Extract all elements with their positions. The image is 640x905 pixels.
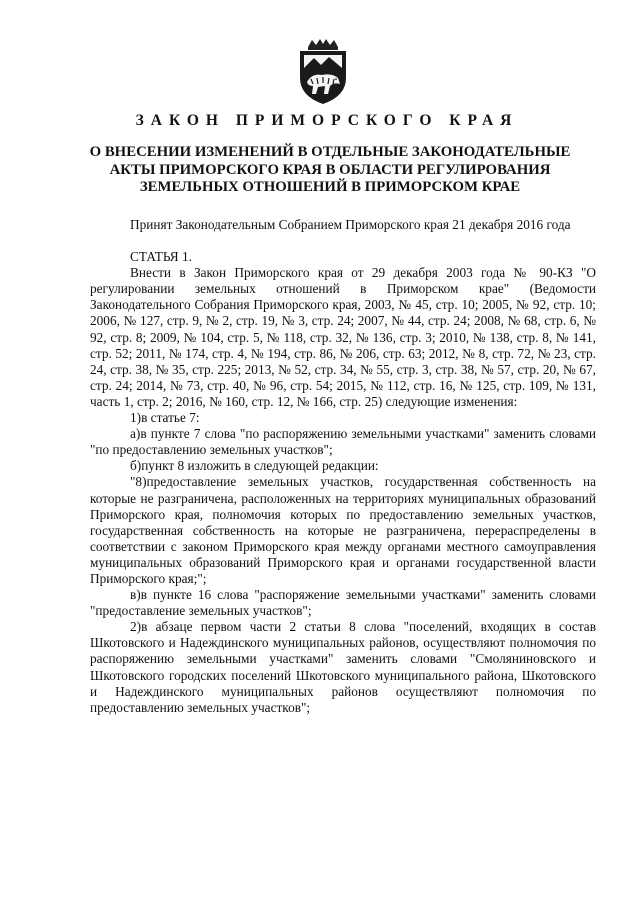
paragraph: "8)предоставление земельных участков, государственная собственность на которые не разграничена, расположенных на территориях муниципальных образований Приморского края, полномочия которых по предоставлению земельных участков, государственная собственность на которые не разграничена, перераспределены в соответствии с законом Приморского края между органами местного самоуправления муниципальных образований Приморского края и органами государственной власти Приморского края;"; bbox=[90, 474, 596, 586]
paragraph: 2)в абзаце первом части 2 статьи 8 слова "поселений, входящих в состав Шкотовского и Надеждинского муниципальных районов, осуществляют полномочия по распоряжению земельными участками" заменить словами "Смоляниновского и Шкотовского городских поселений Шкотовского муниципального района, Шкотовского и Надеждинского муниципальных районов осуществляют полномочия по предоставлению земельных участков"; bbox=[90, 619, 596, 715]
paragraph: Внести в Закон Приморского края от 29 декабря 2003 года № 90-КЗ "О регулировании земельных отношений в Приморском крае" (Ведомости Законодательного Собрания Приморского края, 2003, № 45, стр. 10; 2005, № 92, стр. 10; 2006, № 127, стр. 9, № 2, стр. 19, № 3, стр. 24; 2007, № 44, стр. 24; 2008, № 68, стр. 6, № 92, стр. 8; 2009, № 104, стр. 5, № 118, стр. 32, № 136, стр. 3; 2010, № 138, стр. 8, № 141, стр. 52; 2011, № 174, стр. 4, № 194, стр. 86, № 206, стр. 63; 2012, № 8, стр. 72, № 23, стр. 24, стр. 38, № 35, стр. 225; 2013, № 52, стр. 34, № 55, стр. 3, стр. 38, № 57, стр. 20, № 67, стр. 24; 2014, № 73, стр. 40, № 96, стр. 54; 2015, № 112, стр. 16, № 125, стр. 109, № 131, часть 1, стр. 2; 2016, № 160, стр. 12, № 166, стр. 25) следующие изменения: bbox=[90, 265, 596, 409]
coat-of-arms-icon bbox=[294, 38, 352, 106]
law-heading bbox=[60, 144, 600, 197]
paragraph: в)в пункте 16 слова "распоряжение земельными участками" заменить словами "предоставление земельных участков"; bbox=[90, 587, 596, 619]
paragraph: а)в пункте 7 слова "по распоряжению земельными участками" заменить словами "по предоставлению земельных участков"; bbox=[90, 426, 596, 458]
heading-line: О ВНЕСЕНИИ ИЗМЕНЕНИЙ В ОТДЕЛЬНЫЕ ЗАКОНОДАТЕЛЬНЫЕ bbox=[89, 144, 571, 160]
paragraph: 1)в статье 7: bbox=[130, 410, 200, 426]
heading-line: ЗЕМЕЛЬНЫХ ОТНОШЕНИЙ В ПРИМОРСКОМ КРАЕ bbox=[139, 179, 521, 195]
document-body bbox=[90, 217, 596, 716]
article-title: СТАТЬЯ 1. bbox=[130, 249, 192, 265]
adoption-note: Принят Законодательным Собранием Приморского края 21 декабря 2016 года bbox=[130, 217, 571, 232]
law-title: ЗАКОН ПРИМОРСКОГО КРАЯ bbox=[135, 112, 519, 129]
paragraph: б)пункт 8 изложить в следующей редакции: bbox=[130, 458, 379, 474]
heading-line: АКТЫ ПРИМОРСКОГО КРАЯ В ОБЛАСТИ РЕГУЛИРОВАНИЯ bbox=[109, 161, 551, 178]
